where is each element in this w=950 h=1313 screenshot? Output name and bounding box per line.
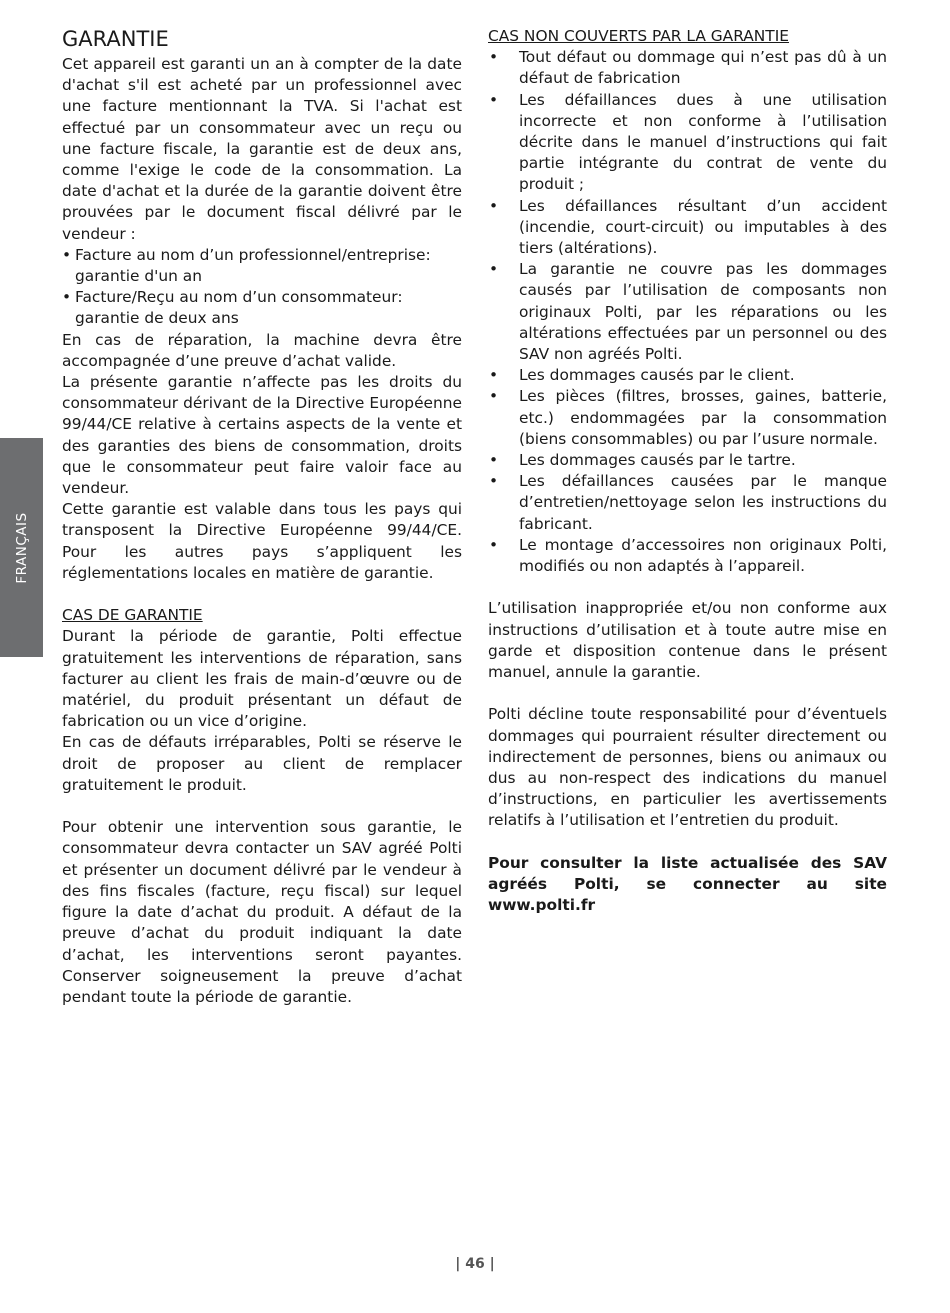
- page-number: | 46 |: [455, 1256, 495, 1272]
- validity-paragraph: Cette garantie est valable dans tous les pays qui transposent la Directive Européenne 99/44/CE. Pour les autres pays s’appliquent les réglementations locales en matière de garantie.: [62, 500, 462, 582]
- list-item: • Les dommages causés par le tartre.: [488, 450, 887, 471]
- language-tab-label: FRANÇAIS: [13, 511, 30, 584]
- list-item: • La garantie ne couvre pas les dommages causés par l’utilisation de composants non originaux Polti, par les réparations ou les altérations effectuées par un personnel ou des SAV non agréés Polti.: [488, 259, 887, 365]
- list-item: • Les défaillances causées par le manque d’entretien/nettoyage selon les instructions du fabricant.: [488, 471, 887, 535]
- list-item: • Le montage d’accessoires non originaux Polti, modifiés ou non adaptés à l’appareil.: [488, 535, 887, 577]
- section-heading-cas-non-couverts: CAS NON COUVERTS PAR LA GARANTIE: [488, 27, 789, 45]
- language-side-tab: [0, 438, 43, 657]
- list-item: • Les défaillances résultant d’un accident (incendie, court-circuit) ou imputables à des tiers (altérations).: [488, 196, 887, 260]
- page-title: GARANTIE: [62, 27, 169, 51]
- warranty-intro-paragraph: Cet appareil est garanti un an à compter de la date d'achat s'il est acheté par un professionnel avec une facture mentionnant la TVA. Si l'achat est effectué par un consommateur avec un reçu ou une facture fiscale, la garantie est de deux ans, comme l'exige le code de la consommation. La date d'achat et la durée de la garantie doivent être prouvées par le document fiscal délivré par le vendeur :: [62, 55, 462, 243]
- exclusions-list: [488, 47, 887, 577]
- list-item: • Les pièces (filtres, brosses, gaines, batterie, etc.) endommagées par la consommation (biens consommables) ou par l’usure normale.: [488, 386, 887, 450]
- service-center-note: Pour consulter la liste actualisée des SAV agréés Polti, se connecter au site www.polti.fr: [488, 853, 887, 915]
- consumer-rights-paragraph: La présente garantie n’affecte pas les droits du consommateur dérivant de la Directive Européenne 99/44/CE relative à certains aspects de la vente et des garanties des biens de consommation, droits que le consommateur peut faire valoir face au vendeur.: [62, 373, 462, 498]
- list-item: • Tout défaut ou dommage qui n’est pas dû à un défaut de fabrication: [488, 47, 887, 89]
- repair-proof-paragraph: En cas de réparation, la machine devra être accompagnée d’une preuve d’achat valide.: [62, 330, 462, 370]
- list-item: • Les défaillances dues à une utilisation incorrecte et non conforme à l’utilisation décrite dans le manuel d’instructions qui fait partie intégrante du contrat de vente du produit ;: [488, 90, 887, 196]
- left-column: [62, 26, 462, 1008]
- warranty-period-paragraph: Durant la période de garantie, Polti effectue gratuitement les interventions de réparation, sans facturer au client les frais de main-d’œuvre ou de matériel, du produit présentant un défaut de fabrication ou un vice d’origine.: [62, 627, 462, 731]
- liability-paragraph: Polti décline toute responsabilité pour d’éventuels dommages qui pourraient résulter directement ou indirectement de personnes, biens ou animaux ou dus au non-respect des indications du manuel d’instructions, en particulier les avertissements relatifs à l’utilisation et l’entretien du produit.: [488, 705, 887, 830]
- warranty-duration-list: [62, 245, 462, 330]
- right-column: [488, 26, 887, 916]
- list-item: • Les dommages causés par le client.: [488, 365, 887, 386]
- warranty-service-paragraph: Pour obtenir une intervention sous garantie, le consommateur devra contacter un SAV agréé Polti et présenter un document délivré par le vendeur à des fins fiscales (facture, reçu fiscal) sur lequel figure la date d’achat du produit. A défaut de la preuve d’achat du produit indiquant la date d’achat, les interventions seront payantes. Conserver soigneusement la preuve d’achat pendant toute la période de garantie.: [62, 818, 462, 1006]
- irreparable-defects-paragraph: En cas de défauts irréparables, Polti se réserve le droit de proposer au client de remplacer gratuitement le produit.: [62, 733, 462, 794]
- misuse-paragraph: L’utilisation inappropriée et/ou non conforme aux instructions d’utilisation et à toute autre mise en garde et disposition contenue dans le présent manuel, annule la garantie.: [488, 599, 887, 682]
- list-item: • Facture/Reçu au nom d’un consommateur: garantie de deux ans: [62, 287, 462, 329]
- list-item: • Facture au nom d’un professionnel/entreprise: garantie d'un an: [62, 245, 462, 287]
- section-heading-cas-de-garantie: CAS DE GARANTIE: [62, 606, 203, 625]
